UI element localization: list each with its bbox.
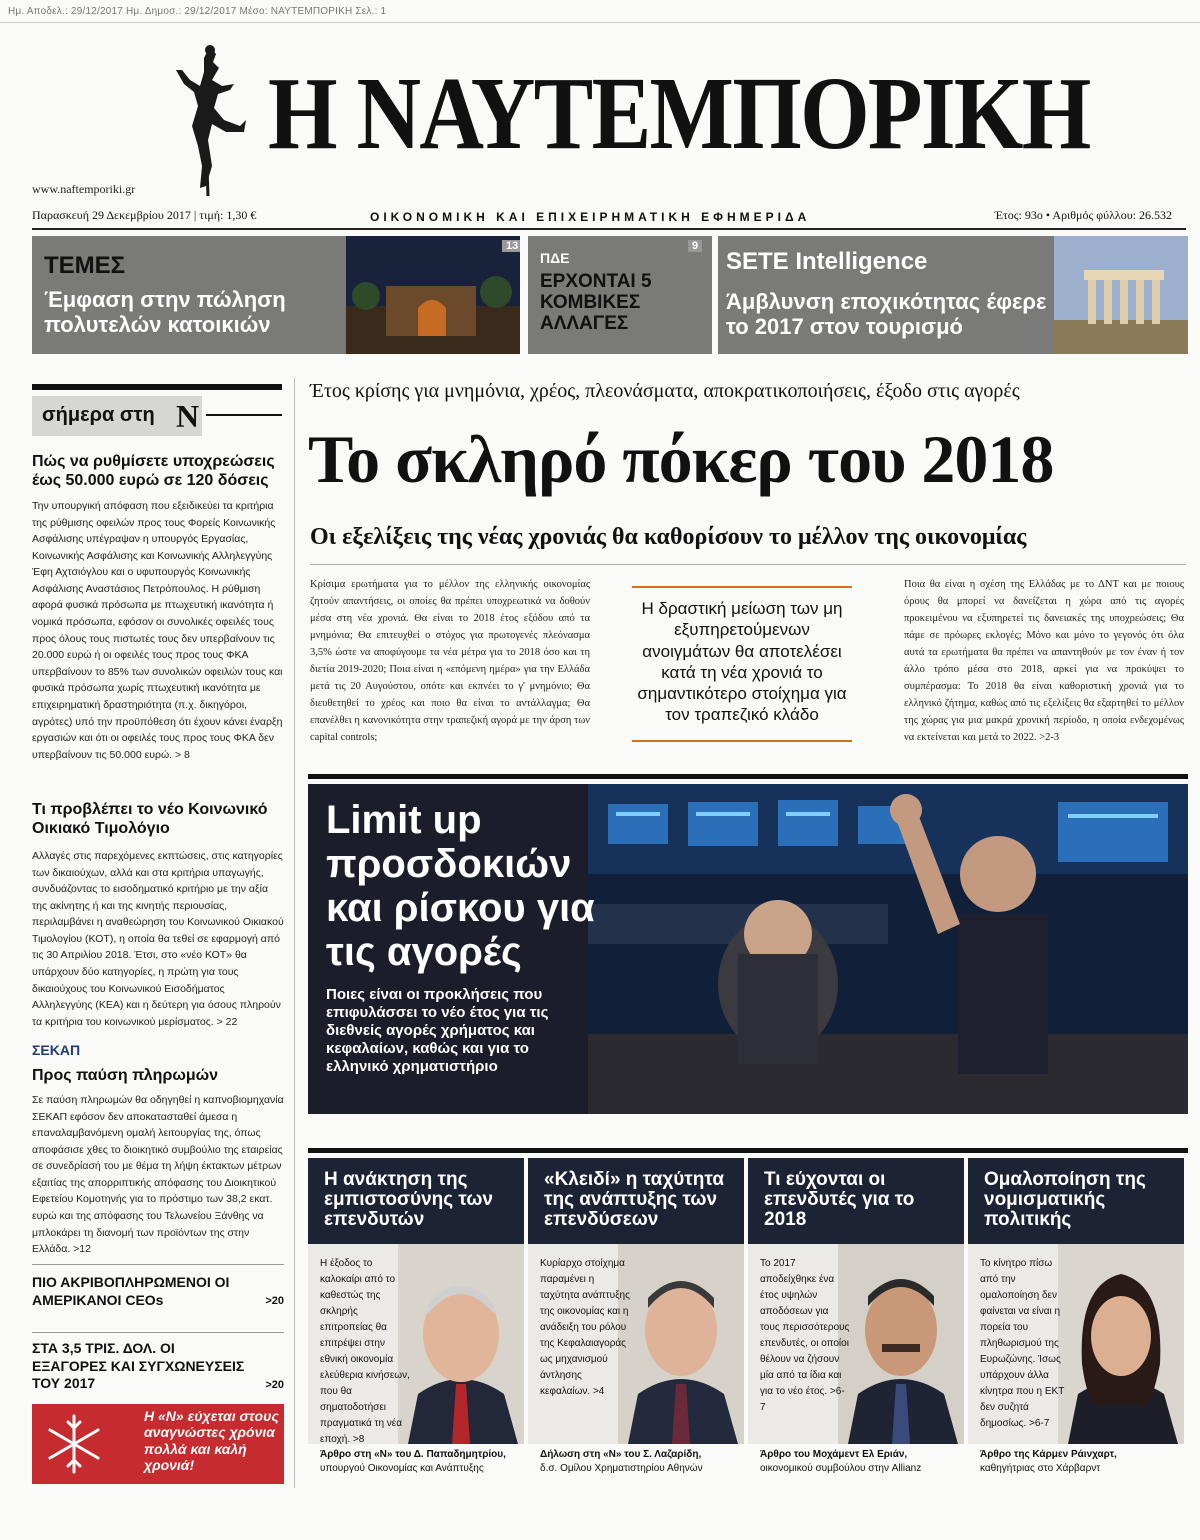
promo-text: Έμφαση στην πώληση πολυτελών κατοικιών xyxy=(44,287,286,337)
bottom-article-body-panel xyxy=(748,1244,964,1444)
promo-sete[interactable] xyxy=(718,236,1188,354)
left-article-2-title[interactable]: Τι προβλέπει το νέο Κοινωνικό Οικιακό Τιμολόγιο xyxy=(32,801,268,838)
tagline: ΟΙΚΟΝΟΜΙΚΗ ΚΑΙ ΕΠΙΧΕΙΡΗΜΑΤΙΚΗ ΕΦΗΜΕΡΙΔΑ xyxy=(370,210,811,224)
bottom-article-body-panel xyxy=(968,1244,1184,1444)
left-ref-mergers-title: ΣΤΑ 3,5 ΤΡΙΣ. ΔΟΛ. ΟΙ ΕΞΑΓΟΡΕΣ ΚΑΙ ΣΥΓΧΩΝΕΥΣΕΙΣ ΤΟΥ 2017 xyxy=(32,1340,245,1391)
masthead-title: Η ΝΑΥΤΕΜΠΟΡΙΚΗ xyxy=(268,56,1090,171)
bottom-article-title: Η ανάκτηση της εμπιστοσύνης των επενδυτών xyxy=(308,1158,524,1244)
bottom-article-credit-role: οικονομικού συμβούλου στην Allianz xyxy=(760,1462,922,1474)
bottom-article-credit-role: υπουργού Οικονομίας και Ανάπτυξης xyxy=(320,1462,484,1474)
feature-rule xyxy=(308,774,1188,779)
bottom-article-text: Το 2017 αποδείχθηκε ένα έτος υψηλών αποδόσεων για τους περισσότερους επενδυτές, οι οποίοι θέλουν να ζήσουν μία από τα ίδια και για το νέο έτος. >6-7 xyxy=(760,1258,850,1413)
promo-page-badge: 13 xyxy=(502,240,520,252)
bottom-article-body-panel xyxy=(308,1244,524,1444)
left-separator xyxy=(32,1264,284,1265)
snowflake-icon xyxy=(42,1412,106,1476)
left-article-1-title[interactable]: Πώς να ρυθμίσετε υποχρεώσεις έως 50.000 ευρώ σε 120 δόσεις xyxy=(32,453,275,490)
left-article-1-body: Την υπουργική απόφαση που εξειδικεύει τα κριτήρια της ρύθμισης οφειλών προς τους Φορείς Κοινωνικής Ασφάλισης υπέγραψαν η υπουργός Εργασίας, Κοινωνικής Ασφάλισης και Κοινωνικής Αλληλεγγύης Έφη Αχτσιόγλου και ο υφυπουργός Κοινωνικής Ασφάλισης Αναστάσιος Πετρόπουλος. Η ρύθμιση αφορά φυσικά πρόσωπα με πτωχευτική ικανότητα ή νομικά πρόσωπα, εφόσον οι συνολικές οφειλές τους προς όλους τους πιστωτές τους δεν υπερβαίνουν τις 20.000 ευρώ ή οι οφειλές τους προς τους ΦΚΑ υπερβαίνουν το 85% των συνολικών οφειλών τους και φυσικά πρόσωπα χωρίς πτωχευτική ικανότητα με επιχειρηματική δραστηριότητα (π.χ. δικηγόροι, αγρότες) υπό την προϋπόθεση ότι έχουν κάνει έναρξη εργασιών και ότι οι οφειλές τους προς τους ΦΚΑ δεν υπερβαίνουν τις 50.000 ευρώ. > 8 xyxy=(32,500,283,761)
main-body-col-3: Ποια θα είναι η σχέση της Ελλάδας με το ΔΝΤ και με ποιους όρους θα μπορεί να δανείζεται η χώρα από τις αγορές προκειμένου να εξυπηρετεί τις δανειακές της υποχρεώσεις; Θα πάμε σε πρόωρες εκλογές; Μόνο και μόνο το γεγονός ότι όλα αυτά τα ερωτήματα θα πρέπει να απαντηθούν με τον έναν ή τον άλλο τρόπο μέσα στο 2018, αρκεί για να προκύψει το συμπέρασμα: Το 2018 θα είναι καθοριστική χρονιά για το ελληνικό ζήτημα, καθώς από τις εξελίξεις θα εξαρτηθεί το μέλλον της χώρας για μια μακρά χρονική περίοδο, η οποία ενδεχομένως να εκτείνεται και μετά το 2022. >2-3 xyxy=(904,579,1184,743)
promo-text: ΕΡΧΟΝΤΑΙ 5 ΚΟΜΒΙΚΕΣ ΑΛΛΑΓΕΣ xyxy=(540,271,652,334)
bottom-article-credit-role: καθηγήτριας στο Χάρβαρντ xyxy=(980,1462,1101,1474)
pullquote-rule-bottom xyxy=(632,740,852,742)
bottom-article-title: «Κλειδί» η ταχύτητα της ανάπτυξης των επενδύσεων xyxy=(528,1158,744,1244)
portrait-photo xyxy=(1058,1244,1184,1444)
simera-label: σήμερα στη xyxy=(32,396,202,436)
main-rule xyxy=(310,564,1186,565)
feature-photo-stock-exchange xyxy=(588,784,1188,1114)
left-article-3-body: Σε παύση πληρωμών θα οδηγηθεί η καπνοβιομηχανία ΣΕΚΑΠ εφόσον δεν αποκατασταθεί άμεσα η επαναλαμβανόμενη ομαλή λειτουργίας της, όπως αποφάσισε χθες το διοικητικό συμβούλιο της εταιρείας σε συνεδρίασή του με θέμα τη λήψη έκτακτων μέτρων εξαιτίας της απορριπτικής απόφασης του Διοικητικού Εφετείου Κομοτηνής για το πρόστιμο των 38,2 εκατ. ευρώ και της απόφασης του Τελωνείου Ξάνθης να μπλοκάρει τη διανομή των προϊόντων της στην Ελλάδα. >12 xyxy=(32,1094,284,1256)
portrait-photo xyxy=(398,1244,524,1444)
bottom-article-credit-author: Άρθρο της Κάρμεν Ράινχαρτ, xyxy=(980,1449,1117,1460)
promo-tag: SETE Intelligence xyxy=(726,248,928,275)
feature-title: Limit up προσδοκιών και ρίσκου για τις αγορές xyxy=(326,798,595,974)
left-ref-ceos-page: >20 xyxy=(265,1295,284,1308)
xmas-greeting-text: Η «Ν» εύχεται στους αναγνώστες χρόνια πολλά και καλή χρονιά! xyxy=(144,1408,279,1474)
main-headline[interactable]: Το σκληρό πόκερ του 2018 xyxy=(308,421,1054,497)
main-pullquote: Η δραστική μείωση των μη εξυπηρετούμενων ανοιγμάτων θα αποτελέσει κατά τη νέα χρονιά το σημαντικότερο στοίχημα για τον τραπεζικό κλάδο xyxy=(637,599,847,725)
bottom-article-4[interactable] xyxy=(968,1158,1184,1484)
bottom-article-credit xyxy=(540,1448,744,1475)
left-ref-ceos-title: ΠΙΟ ΑΚΡΙΒΟΠΛΗΡΩΜΕΝΟΙ ΟΙ ΑΜΕΡΙΚΑΝΟΙ CEOs xyxy=(32,1274,230,1308)
bottom-article-body-panel xyxy=(528,1244,744,1444)
main-subhead: Οι εξελίξεις της νέας χρονιάς θα καθορίσουν το μέλλον της οικονομίας xyxy=(310,524,1027,550)
promo-temes[interactable] xyxy=(32,236,520,354)
portrait-photo xyxy=(838,1244,964,1444)
bottom-article-credit-role: δ.σ. Ομίλου Χρηματιστηρίου Αθηνών xyxy=(540,1462,703,1474)
bottom-article-credit xyxy=(980,1448,1184,1475)
main-kicker: Έτος κρίσης για μνημόνια, χρέος, πλεονάσματα, αποκρατικοποιήσεις, έξοδο στις αγορές xyxy=(310,380,1020,402)
promo-photo-acropolis xyxy=(1054,236,1188,354)
simera-n-logo: Ν xyxy=(176,398,200,434)
clipping-meta: Ημ. Αποδελ.: 29/12/2017 Ημ. Δημοσ.: 29/12/2017 Μέσο: ΝΑΥΤΕΜΠΟΡΙΚΗ Σελ.: 1 xyxy=(8,6,387,17)
portrait-photo xyxy=(618,1244,744,1444)
bottom-article-credit-author: Άρθρο στη «Ν» του Δ. Παπαδημητρίου, xyxy=(320,1449,506,1460)
bottom-article-credit-author: Δήλωση στη «Ν» του Σ. Λαζαρίδη, xyxy=(540,1449,702,1460)
issue-number: Έτος: 93ο • Αριθμός φύλλου: 26.532 xyxy=(994,208,1172,222)
bottom-article-text: Η έξοδος το καλοκαίρι από το καθεστώς της σκληρής επιτροπείας θα επιτρέψει στην εθνική οικονομία ελεύθερια κινήσεων, που θα σηματοδοτήσει πραγματικά τη νέα εποχή. >8 xyxy=(320,1258,410,1444)
promo-tag: ΤΕΜΕΣ xyxy=(44,252,126,279)
xmas-greeting-box xyxy=(32,1404,284,1484)
left-article-3-title[interactable]: Προς παύση πληρωμών xyxy=(32,1067,219,1084)
main-body-col-1: Κρίσιμα ερωτήματα για το μέλλον της ελληνικής οικονομίας ζητούν απαντήσεις, οι οποίες θα πρέπει υποχρεωτικά να δοθούν μέσα στη νέα χρονιά. Θα είναι το 2018 έτος εξόδου από τα μνημόνια; Θα επιτευχθεί ο στόχος για πρωτογενές πλεόνασμα 3,5% ώστε να αποφύγουμε τα νέα μέτρα για το 2018 όσο και τη διετία 2019-2020; Ποια είναι η «επόμενη ημέρα» για την Ελλάδα μετά τις 20 Αυγούστου, οπότε και εκπνέει το γ' μνημόνιο; Θα διευθετηθεί το χρέος και ποιο θα είναι το αντάλλαγμα; Θα επανέλθει η κανονικότητα στην τραπεζική αγορά με την άρση των capital controls; xyxy=(310,579,590,743)
bottom-article-text: Το κίνητρο πίσω από την ομαλοποίηση δεν φαίνεται να είναι η πορεία του πληθωρισμού της Ευρωζώνης. Ίσως υπάρχουν άλλα κίνητρα που η ΕΚΤ δεν συζητά δημοσίως. >6-7 xyxy=(980,1258,1065,1429)
bottom-article-title: Τι εύχονται οι επενδυτές για το 2018 xyxy=(748,1158,964,1244)
promo-tag: ΠΔΕ xyxy=(540,250,570,266)
hermes-logo-icon xyxy=(164,40,254,200)
bottom-rule xyxy=(308,1148,1188,1153)
bottom-article-text: Κυρίαρχο στοίχημα παραμένει η ταχύτητα ανάπτυξης της οικονομίας και η ανάδειξη του ρόλου της Κεφαλαιαγοράς ως μηχανισμού άντλησης κεφαλαίων. >4 xyxy=(540,1258,630,1397)
meta-divider xyxy=(0,22,1200,23)
left-column-top-rule xyxy=(32,384,282,390)
left-ref-mergers[interactable] xyxy=(32,1340,284,1393)
left-article-3-kicker: ΣΕΚΑΠ xyxy=(32,1042,81,1058)
promo-photo-villa xyxy=(346,236,520,354)
pullquote-rule-top xyxy=(632,586,852,588)
bottom-article-1[interactable] xyxy=(308,1158,524,1484)
bottom-article-credit-author: Άρθρο του Μοχάμεντ Ελ Εριάν, xyxy=(760,1449,908,1460)
bottom-article-title: Ομαλοποίηση της νομισματικής πολιτικής xyxy=(968,1158,1184,1244)
left-article-2-body: Αλλαγές στις παρεχόμενες εκπτώσεις, στις κατηγορίες των δικαιούχων, αλλά και στα κριτήρια υπαγωγής, συνδυάζοντας το εισοδηματικό κριτήριο με την αξία της ακίνητης ή και της κινητής περιουσίας, περιλαμβάνει η αναθεώρηση του Κοινωνικού Οικιακού Τιμολογίου (ΚΟΤ), η οποία θα τεθεί σε εφαρμογή από τις 30 Απριλίου 2018. Έτσι, στο «νέο ΚΟΤ» θα υπάρχουν δύο κατηγορίες, η πρώτη για τους δικαιούχους του Κοινωνικού Εισοδήματος Αλληλεγγύης (ΚΕΑ) και η δεύτερη για όσους πληρούν τα κριτήρια του κοινωνικού μερίσματος. > 22 xyxy=(32,850,284,1028)
simera-rule xyxy=(206,414,282,416)
promo-pde[interactable] xyxy=(528,236,712,354)
bottom-article-3[interactable] xyxy=(748,1158,964,1484)
bottom-article-credit xyxy=(760,1448,964,1475)
dateline: Παρασκευή 29 Δεκεμβρίου 2017 | τιμή: 1,30 € xyxy=(32,208,257,222)
left-separator xyxy=(32,1332,284,1333)
left-ref-mergers-page: >20 xyxy=(265,1378,284,1391)
masthead-divider xyxy=(32,228,1186,230)
website-url[interactable]: www.naftemporiki.gr xyxy=(32,182,136,196)
left-ref-ceos[interactable] xyxy=(32,1274,284,1309)
feature-description: Ποιες είναι οι προκλήσεις που επιφυλάσσει το νέο έτος για τις διεθνείς αγορές χρήματος και κεφαλαίων, καθώς και για το ελληνικό χρηματιστήριο xyxy=(326,986,549,1075)
promo-page-badge: 9 xyxy=(688,240,702,252)
bottom-article-2[interactable] xyxy=(528,1158,744,1484)
bottom-article-credit xyxy=(320,1448,524,1475)
feature-limit-up[interactable] xyxy=(308,784,1188,1114)
column-divider xyxy=(294,378,295,1488)
promo-text: Άμβλυνση εποχικότητας έφερε το 2017 στον τουρισμό xyxy=(726,289,1047,339)
